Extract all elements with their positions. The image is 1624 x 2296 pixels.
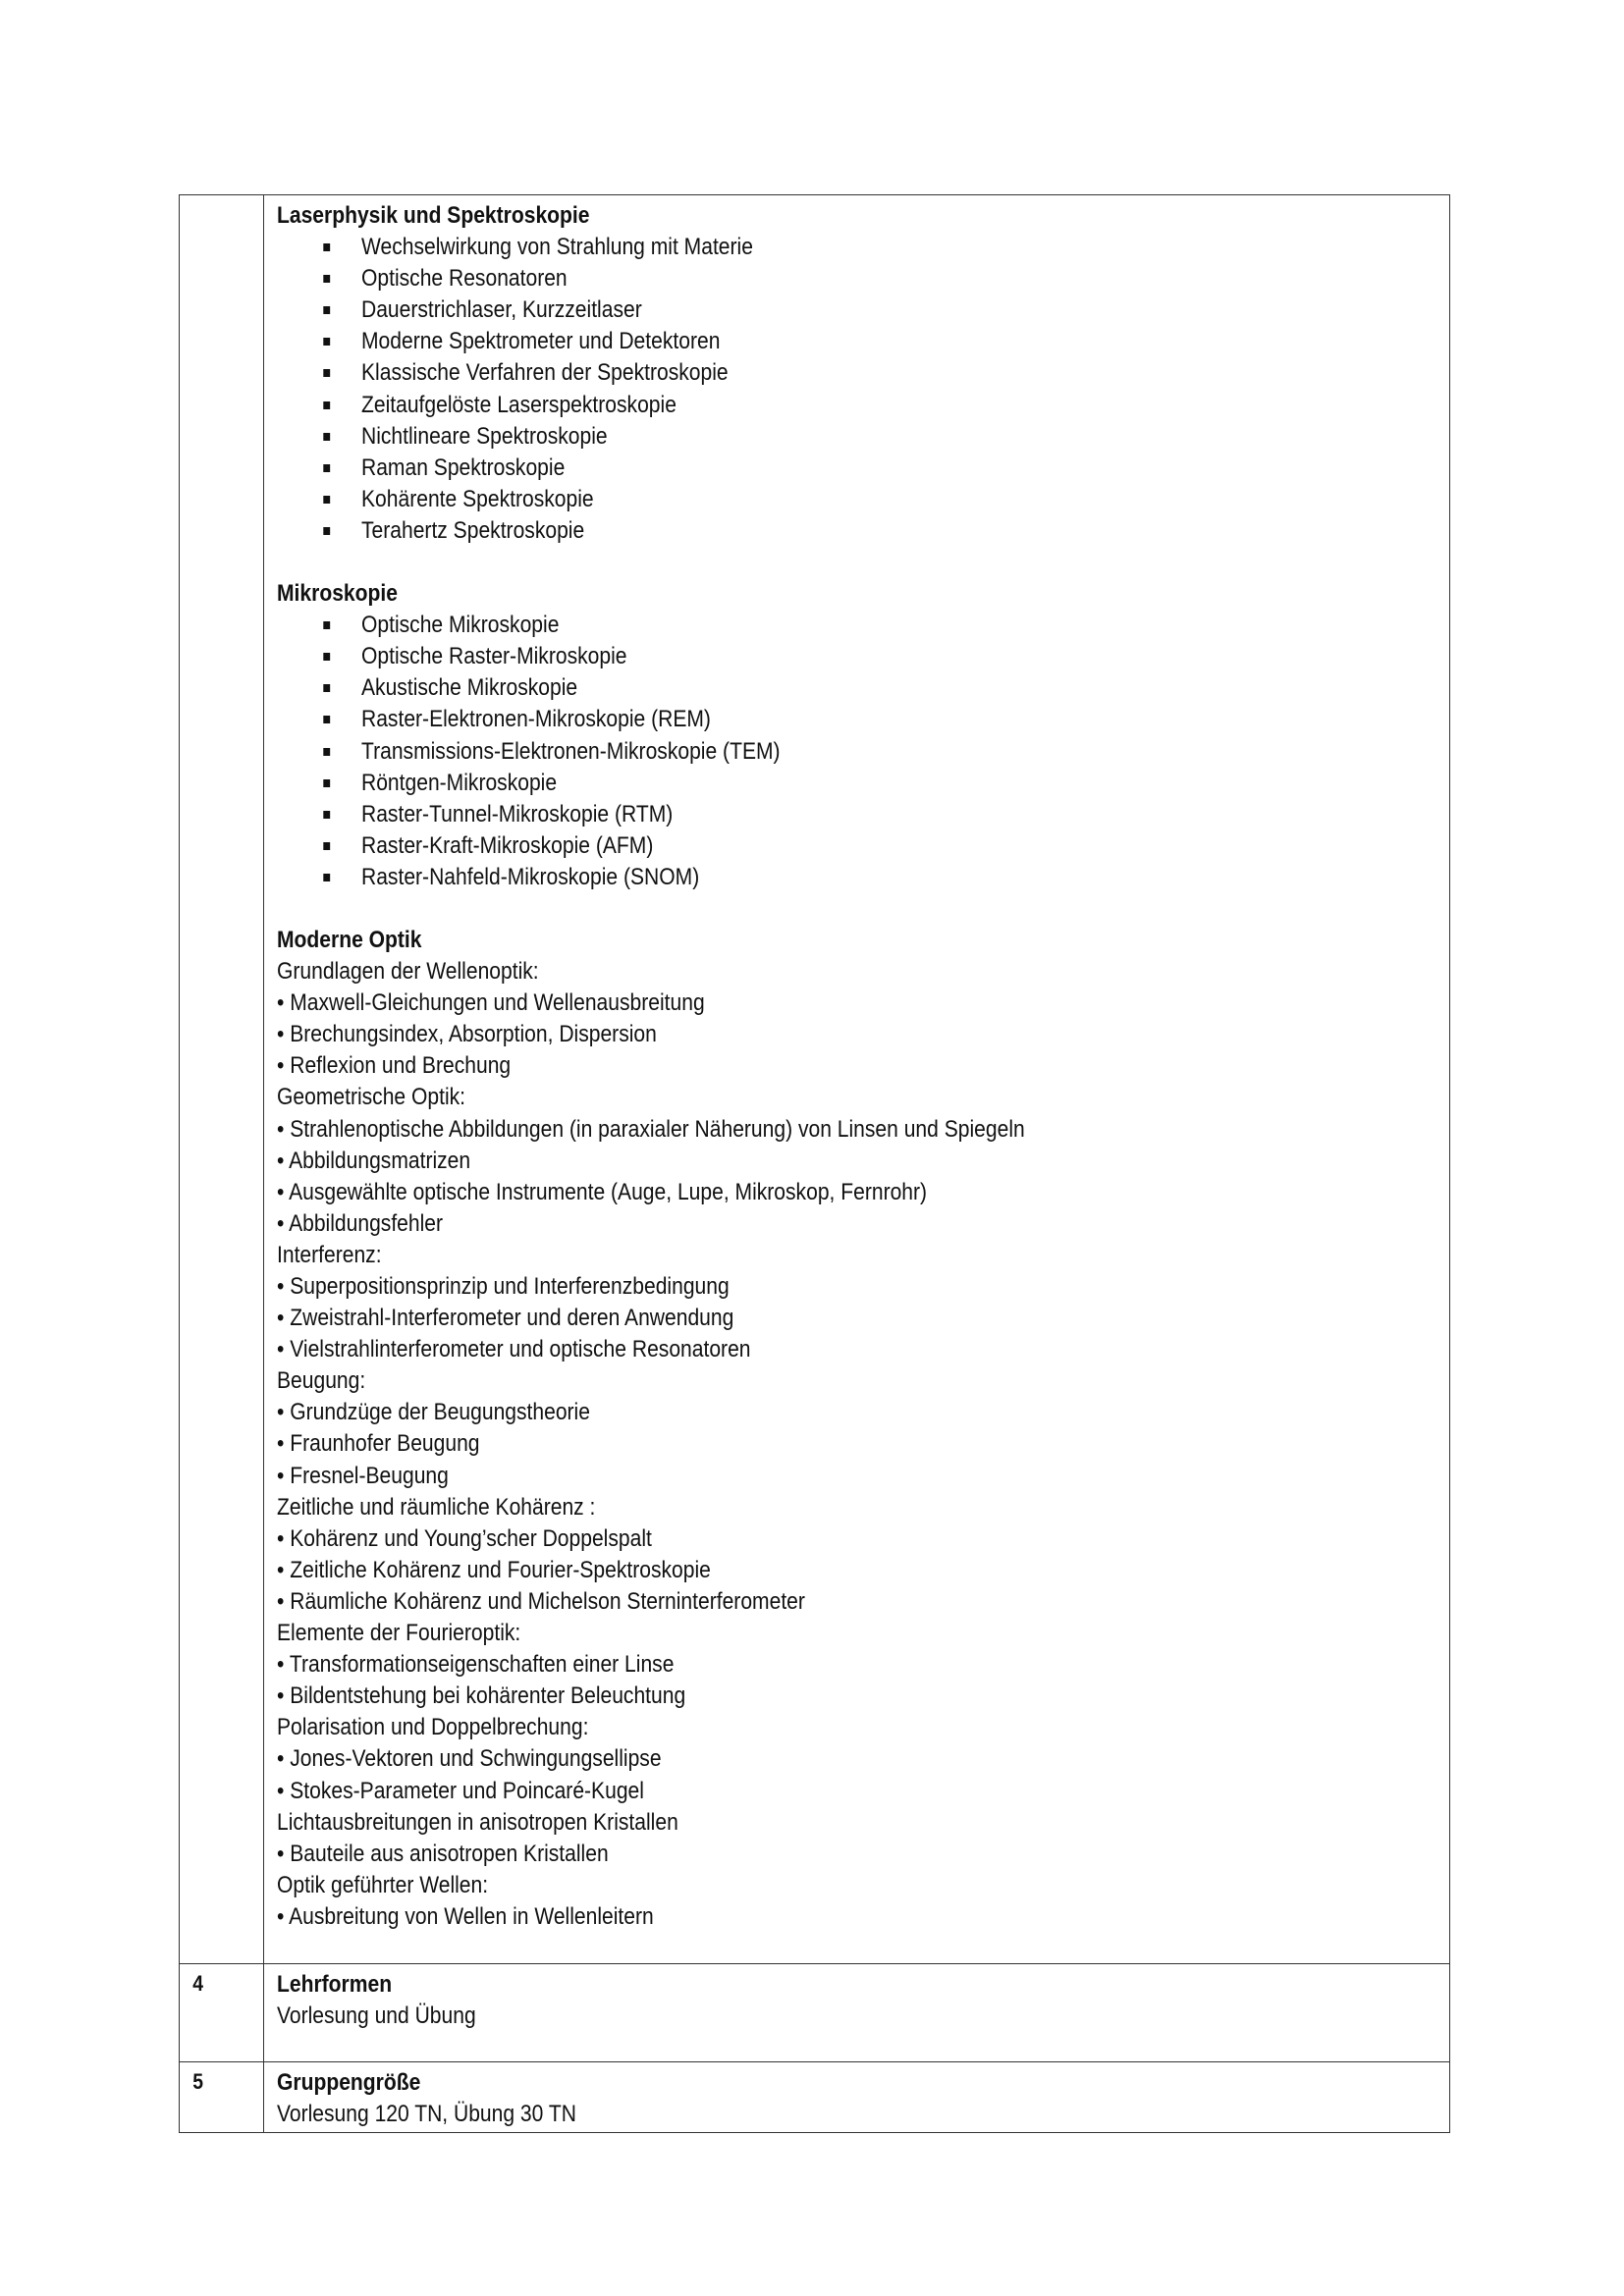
list-item: Kohärente Spektroskopie (277, 484, 1285, 515)
square-bullet-icon (323, 842, 330, 850)
square-bullet-icon (323, 433, 330, 441)
lehrformen-row (180, 1963, 1450, 2061)
list-item: Akustische Mikroskopie (277, 672, 1285, 704)
text-line: Elemente der Fourieroptik: (277, 1620, 521, 1647)
square-bullet-icon (323, 527, 330, 535)
text-line: • Bildentstehung bei kohärenter Beleuchtung (277, 1682, 686, 1710)
list-item: Transmissions-Elektronen-Mikroskopie (TEM) (277, 736, 1285, 768)
row-number: 5 (192, 2069, 203, 2095)
content-cell (264, 1963, 1450, 2061)
square-bullet-icon (323, 811, 330, 819)
text-line: Geometrische Optik: (277, 1084, 466, 1111)
text-line: • Jones-Vektoren und Schwingungsellipse (277, 1745, 662, 1773)
text-line: • Bauteile aus anisotropen Kristallen (277, 1840, 609, 1867)
list-item: Dauerstrichlaser, Kurzzeitlaser (277, 294, 1285, 326)
text-line: Polarisation und Doppelbrechung: (277, 1714, 589, 1741)
content-cell (264, 195, 1450, 1964)
moderne-optik-text (277, 956, 1285, 1933)
row-number-cell (180, 2062, 264, 2133)
text-line: • Räumliche Kohärenz und Michelson Sterninterferometer (277, 1587, 805, 1615)
square-bullet-icon (323, 653, 330, 661)
text-line: • Abbildungsfehler (277, 1209, 444, 1237)
text-line: • Strahlenoptische Abbildungen (in paraxialer Näherung) von Linsen und Spiegeln (277, 1115, 1025, 1143)
text-line: • Fraunhofer Beugung (277, 1430, 480, 1458)
content-cell (264, 2062, 1450, 2133)
row-number-cell (180, 1963, 264, 2061)
text-line: • Ausgewählte optische Instrumente (Auge, Lupe, Mikroskop, Fernrohr) (277, 1178, 928, 1205)
list-item: Raster-Elektronen-Mikroskopie (REM) (277, 704, 1285, 735)
section-title-mikroskopie: Mikroskopie (277, 580, 398, 608)
text-line: • Grundzüge der Beugungstheorie (277, 1399, 590, 1426)
square-bullet-icon (323, 464, 330, 472)
square-bullet-icon (323, 306, 330, 314)
lehrformen-text: Vorlesung und Übung (277, 2002, 476, 2030)
list-item: Terahertz Spektroskopie (277, 515, 1285, 547)
square-bullet-icon (323, 496, 330, 504)
square-bullet-icon (323, 716, 330, 723)
text-line: Grundlagen der Wellenoptik: (277, 958, 539, 986)
square-bullet-icon (323, 369, 330, 377)
text-line: • Superpositionsprinzip und Interferenzbedingung (277, 1273, 730, 1300)
text-line: • Ausbreitung von Wellen in Wellenleitern (277, 1902, 654, 1930)
square-bullet-icon (323, 401, 330, 409)
text-line: Beugung: (277, 1367, 366, 1395)
text-line: • Abbildungsmatrizen (277, 1147, 471, 1174)
gruppengroesse-text: Vorlesung 120 TN, Übung 30 TN (277, 2101, 576, 2128)
list-item: Moderne Spektrometer und Detektoren (277, 326, 1285, 357)
square-bullet-icon (323, 243, 330, 251)
text-line: • Reflexion und Brechung (277, 1052, 512, 1080)
square-bullet-icon (323, 684, 330, 692)
text-line: • Maxwell-Gleichungen und Wellenausbreitung (277, 989, 705, 1017)
row-number: 4 (192, 1970, 203, 1996)
row-number-cell (180, 195, 264, 1964)
square-bullet-icon (323, 779, 330, 787)
square-bullet-icon (323, 275, 330, 283)
text-line: Zeitliche und räumliche Kohärenz : (277, 1493, 596, 1521)
text-line: • Fresnel-Beugung (277, 1462, 449, 1489)
list-item: Optische Raster-Mikroskopie (277, 641, 1285, 672)
square-bullet-icon (323, 748, 330, 756)
list-item: Raster-Kraft-Mikroskopie (AFM) (277, 830, 1285, 862)
list-item: Optische Mikroskopie (277, 610, 1285, 641)
list-item: Zeitaufgelöste Laserspektroskopie (277, 390, 1285, 421)
text-line: Optik geführter Wellen: (277, 1871, 489, 1898)
section-title-moderne-optik: Moderne Optik (277, 926, 422, 953)
section-title-laserphysik: Laserphysik und Spektroskopie (277, 202, 590, 229)
list-item: Raster-Nahfeld-Mikroskopie (SNOM) (277, 862, 1285, 893)
text-line: • Kohärenz und Young’scher Doppelspalt (277, 1524, 652, 1552)
list-item: Nichtlineare Spektroskopie (277, 421, 1285, 453)
gruppengroesse-row (180, 2062, 1450, 2133)
section-title-gruppengroesse: Gruppengröße (277, 2069, 421, 2097)
list-item: Raman Spektroskopie (277, 453, 1285, 484)
list-item: Optische Resonatoren (277, 263, 1285, 294)
section-title-lehrformen: Lehrformen (277, 1970, 393, 1998)
text-line: Lichtausbreitungen in anisotropen Kristallen (277, 1808, 678, 1836)
text-line: • Vielstrahlinterferometer und optische Resonatoren (277, 1336, 751, 1363)
text-line: Interferenz: (277, 1241, 382, 1268)
content-row (180, 195, 1450, 1964)
text-line: • Brechungsindex, Absorption, Dispersion (277, 1021, 657, 1048)
text-line: • Stokes-Parameter und Poincaré-Kugel (277, 1777, 644, 1804)
module-table (179, 194, 1450, 2133)
text-line: • Zeitliche Kohärenz und Fourier-Spektroskopie (277, 1556, 711, 1583)
laserphysik-list (277, 232, 1285, 547)
list-item: Wechselwirkung von Strahlung mit Materie (277, 232, 1285, 263)
square-bullet-icon (323, 621, 330, 629)
text-line: • Zweistrahl-Interferometer und deren Anwendung (277, 1305, 734, 1332)
list-item: Röntgen-Mikroskopie (277, 768, 1285, 799)
list-item: Raster-Tunnel-Mikroskopie (RTM) (277, 799, 1285, 830)
square-bullet-icon (323, 338, 330, 346)
list-item: Klassische Verfahren der Spektroskopie (277, 357, 1285, 389)
mikroskopie-list (277, 610, 1285, 893)
square-bullet-icon (323, 874, 330, 881)
text-line: • Transformationseigenschaften einer Linse (277, 1651, 675, 1679)
